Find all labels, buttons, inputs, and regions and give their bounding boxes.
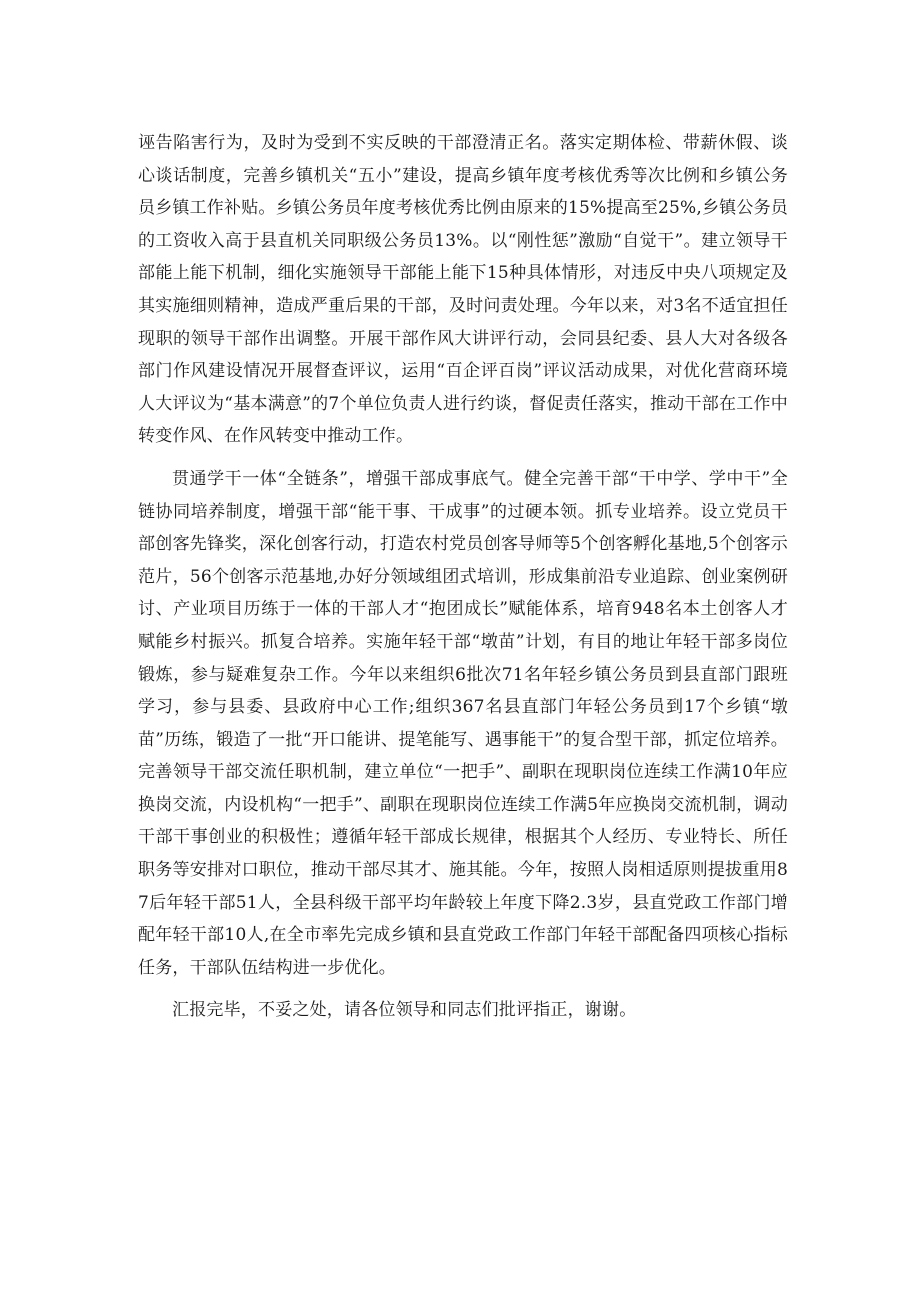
document-body	[138, 127, 788, 1027]
paragraph-continued: 诬告陷害行为，及时为受到不实反映的干部澄清正名。落实定期体检、带薪休假、谈心谈话制度，完善乡镇机关“五小”建设，提高乡镇年度考核优秀等次比例和乡镇公务员乡镇工作补贴。乡镇公务员年度考核优秀比例由原来的15%提高至25%,乡镇公务员的工资收入高于县直机关同职级公务员13%。以“刚性惩”激励“自觉干”。建立领导干部能上能下机制，细化实施领导干部能上能下15种具体情形，对违反中央八项规定及其实施细则精神，造成严重后果的干部，及时问责处理。今年以来，对3名不适宜担任现职的领导干部作出调整。开展干部作风大讲评行动，会同县纪委、县人大对各级各部门作风建设情况开展督查评议，运用“百企评百岗”评议活动成果，对优化营商环境人大评议为“基本满意”的7个单位负责人进行约谈，督促责任落实，推动干部在工作中转变作风、在作风转变中推动工作。	[138, 133, 788, 447]
paragraph-closing: 汇报完毕，不妥之处，请各位领导和同志们批评指正，谢谢。	[172, 1000, 637, 1021]
paragraph-training: 贯通学干一体“全链条”，增强干部成事底气。健全完善干部“干中学、学中干”全链协同培养制度，增强干部“能干事、干成事”的过硬本领。抓专业培养。设立党员干部创客先锋奖，深化创客行动，打造农村党员创客导师等5个创客孵化基地,5个创客示范片，56个创客示范基地,办好分领域组团式培训，形成集前沿专业追踪、创业案例研讨、产业项目历练于一体的干部人才“抱团成长”赋能体系，培育948名本土创客人才赋能乡村振兴。抓复合培养。实施年轻干部“墩苗”计划，有目的地让年轻干部多岗位锻炼，参与疑难复杂工作。今年以来组织6批次71名年轻乡镇公务员到县直部门跟班学习，参与县委、县政府中心工作;组织367名县直部门年轻公务员到17个乡镇“墩苗”历练，锻造了一批“开口能讲、提笔能写、遇事能干”的复合型干部，抓定位培养。完善领导干部交流任职机制，建立单位“一把手”、副职在现职岗位连续工作满10年应换岗交流，内设机构“一把手”、副职在现职岗位连续工作满5年应换岗交流机制，调动干部干事创业的积极性；遵循年轻干部成长规律，根据其个人经历、专业特长、所任职务等安排对口职位，推动干部尽其才、施其能。今年，按照人岗相适原则提拔重用87后年轻干部51人，全县科级干部平均年龄较上年度下降2.3岁，县直党政工作部门增配年轻干部10人,在全市率先完成乡镇和县直党政工作部门年轻干部配备四项核心指标任务，干部队伍结构进一步优化。	[138, 468, 788, 978]
